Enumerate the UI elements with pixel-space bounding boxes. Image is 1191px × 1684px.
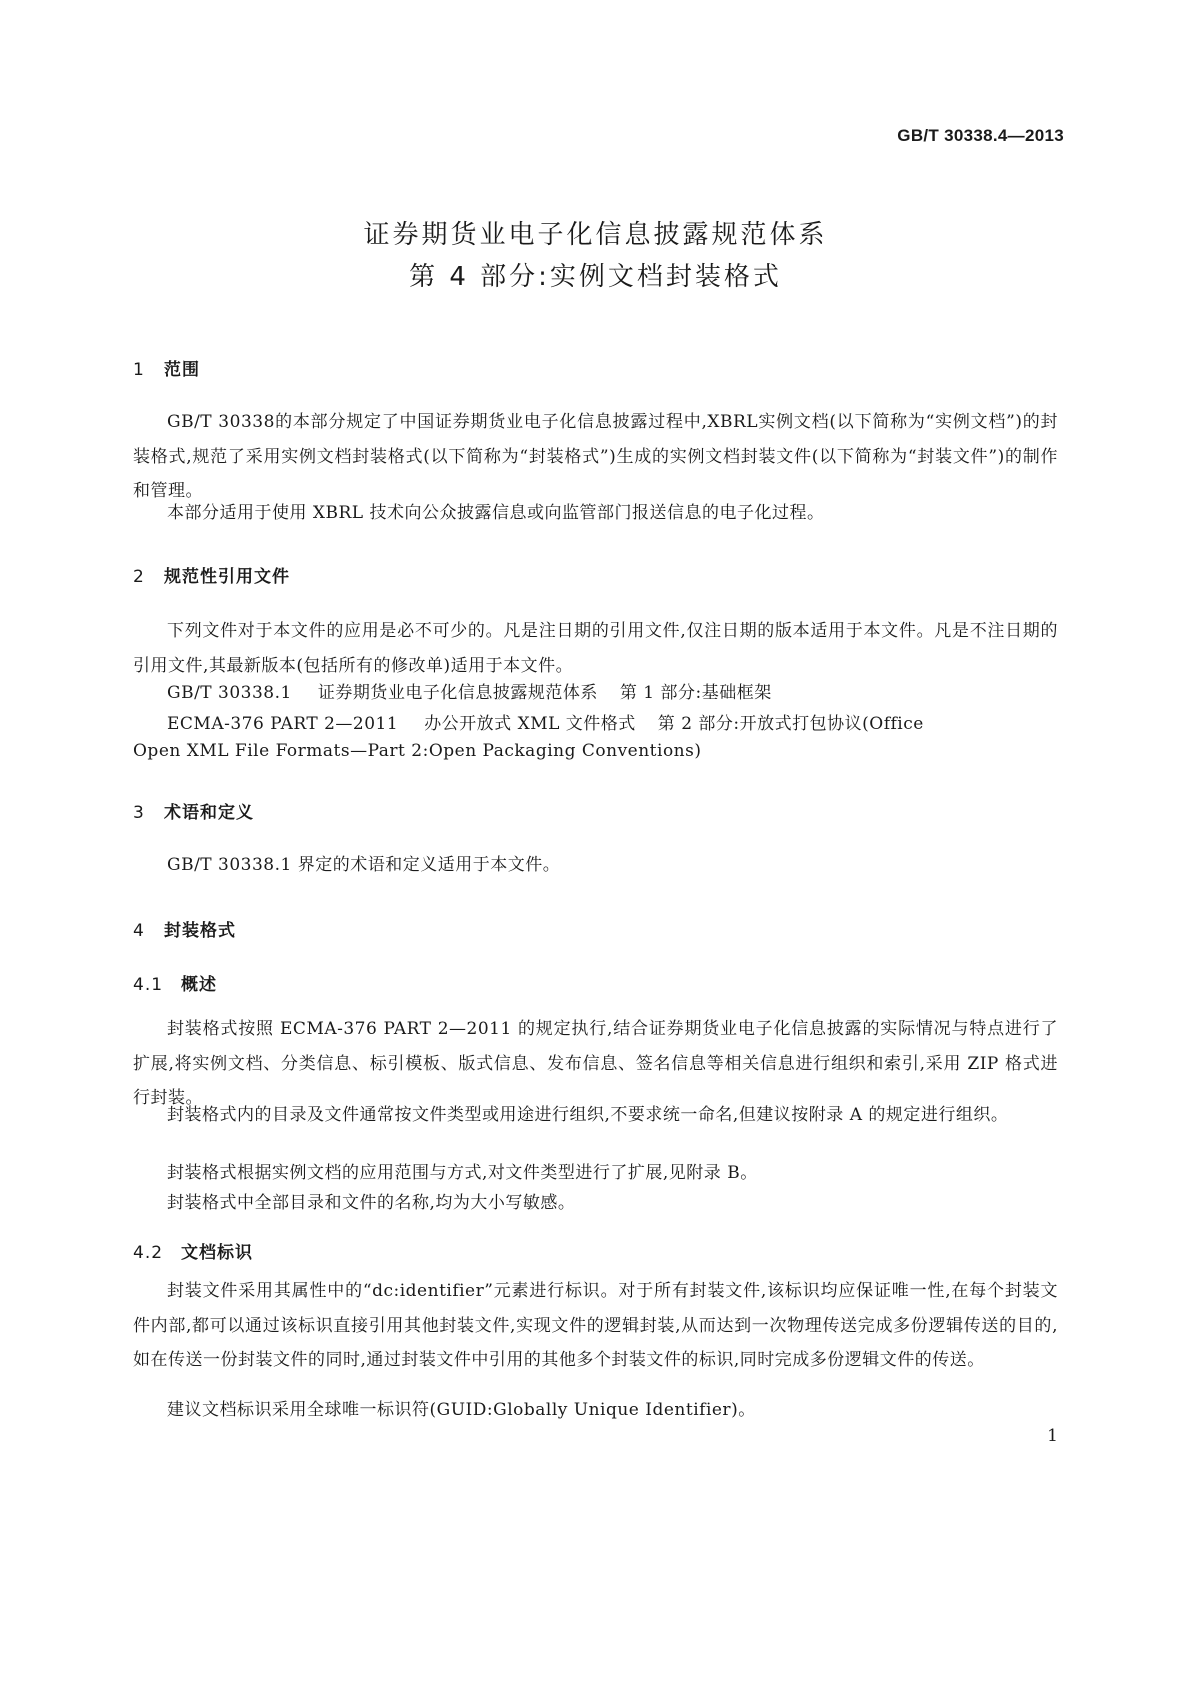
section-number: 2 <box>133 567 145 587</box>
overview-paragraph-4: 封装格式中全部目录和文件的名称,均为大小写敏感。 <box>167 1193 576 1213</box>
reference-code: GB/T 30338.1 <box>167 683 292 703</box>
document-title-line-2: 第 4 部分:实例文档封装格式 <box>409 262 782 292</box>
section-title: 规范性引用文件 <box>164 567 290 587</box>
section-number: 4 <box>133 921 145 941</box>
reference-part: 第 2 部分:开放式打包协议(Office <box>657 714 924 734</box>
identifier-paragraph-2: 建议文档标识采用全球唯一标识符(GUID:Globally Unique Identifier)。 <box>167 1400 756 1420</box>
overview-paragraph-2: 封装格式内的目录及文件通常按文件类型或用途进行组织,不要求统一命名,但建议按附录 A 的规定进行组织。 <box>167 1105 1009 1125</box>
document-title-line-1: 证券期货业电子化信息披露规范体系 <box>363 220 828 250</box>
subsection-title: 概述 <box>181 975 217 995</box>
overview-paragraph-3: 封装格式根据实例文档的应用范围与方式,对文件类型进行了扩展,见附录 B。 <box>167 1163 758 1183</box>
subsection-title: 文档标识 <box>181 1243 253 1263</box>
identifier-paragraph-1: 封装文件采用其属性中的“dc:identifier”元素进行标识。对于所有封装文件,该标识均应保证唯一性,在每个封装文件内部,都可以通过该标识直接引用其他封装文件,实现文件的逻辑封装,从而达到一次物理传送完成多份逻辑传送的目的,如在传送一份封装文件的同时,通过封装文件中引用的其他多个封装文件的标识,同时完成多份逻辑文件的传送。 <box>133 1281 1058 1370</box>
reference-title: 证券期货业电子化信息披露规范体系 <box>317 683 598 703</box>
subsection-heading-document-identifier <box>133 1238 253 1263</box>
section-title: 封装格式 <box>164 921 236 941</box>
standard-code: GB/T 30338.4—2013 <box>897 126 1064 145</box>
reference-code: ECMA-376 PART 2—2011 <box>167 714 399 734</box>
section-title: 范围 <box>164 360 200 380</box>
reference-title: 办公开放式 XML 文件格式 <box>424 714 636 734</box>
terms-paragraph: GB/T 30338.1 界定的术语和定义适用于本文件。 <box>167 855 561 875</box>
reference-item-gbt-30338-1 <box>133 676 1058 711</box>
reference-item-ecma-376-continued: Open XML File Formats—Part 2:Open Packaging Conventions) <box>133 741 702 761</box>
page-number: 1 <box>1047 1426 1058 1446</box>
subsection-number: 4.1 <box>133 975 164 995</box>
section-number: 1 <box>133 360 145 380</box>
section-heading-normative-references <box>133 562 290 587</box>
references-paragraph: 下列文件对于本文件的应用是必不可少的。凡是注日期的引用文件,仅注日期的版本适用于本文件。凡是不注日期的引用文件,其最新版本(包括所有的修改单)适用于本文件。 <box>133 621 1058 676</box>
section-title: 术语和定义 <box>164 803 254 823</box>
scope-paragraph-1: GB/T 30338的本部分规定了中国证券期货业电子化信息披露过程中,XBRL实例文档(以下简称为“实例文档”)的封装格式,规范了采用实例文档封装格式(以下简称为“封装格式”)生成的实例文档封装文件(以下简称为“封装文件”)的制作和管理。 <box>133 412 1058 501</box>
overview-paragraph-1: 封装格式按照 ECMA-376 PART 2—2011 的规定执行,结合证券期货业电子化信息披露的实际情况与特点进行了扩展,将实例文档、分类信息、标引模板、版式信息、发布信息、签名信息等相关信息进行组织和索引,采用 ZIP 格式进行封装。 <box>133 1019 1058 1108</box>
section-heading-terms <box>133 798 254 823</box>
scope-paragraph-2: 本部分适用于使用 XBRL 技术向公众披露信息或向监管部门报送信息的电子化过程。 <box>167 503 825 523</box>
subsection-heading-overview <box>133 970 217 995</box>
section-heading-package-format <box>133 916 236 941</box>
subsection-number: 4.2 <box>133 1243 164 1263</box>
reference-part: 第 1 部分:基础框架 <box>619 683 772 703</box>
section-heading-scope <box>133 355 200 380</box>
section-number: 3 <box>133 803 145 823</box>
